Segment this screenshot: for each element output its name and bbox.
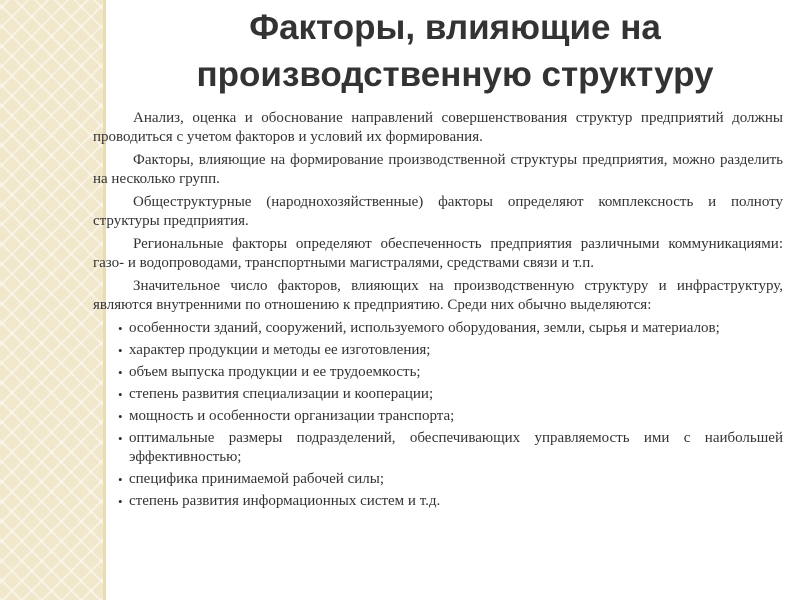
paragraph-3: Общеструктурные (народнохозяйственные) факторы определяют комплексность и полноту структуры предприятия. xyxy=(93,194,783,229)
bullet-icon: • xyxy=(118,431,123,446)
bullet-icon: • xyxy=(118,365,123,380)
paragraph-1: Анализ, оценка и обоснование направлений совершенствования структур предприятий должны проводиться с учетом факторов и условий их формирования. xyxy=(93,110,783,145)
list-item xyxy=(93,429,783,467)
slide-title xyxy=(130,4,780,98)
paragraph-4: Региональные факторы определяют обеспеченность предприятия различными коммуникациями: газо- и водопроводами, транспортными магистралями, средствами связи и т.п. xyxy=(93,236,783,271)
list-item xyxy=(93,385,783,404)
list-item xyxy=(93,319,783,338)
list-item xyxy=(93,492,783,511)
decorative-side-panel xyxy=(0,0,103,600)
list-item-text: объем выпуска продукции и ее трудоемкость; xyxy=(129,364,421,380)
list-item-text: характер продукции и методы ее изготовления; xyxy=(129,342,431,358)
bullet-icon: • xyxy=(118,409,123,424)
slide-body xyxy=(93,109,783,514)
internal-factors-list xyxy=(93,319,783,511)
paragraph-5: Значительное число факторов, влияющих на производственную структуру и инфраструктуру, являются внутренними по отношению к предприятию. Среди них обычно выделяются: xyxy=(93,278,783,313)
paragraph-2: Факторы, влияющие на формирование производственной структуры предприятия, можно разделить на несколько групп. xyxy=(93,152,783,187)
bullet-icon: • xyxy=(118,343,123,358)
list-item xyxy=(93,470,783,489)
list-item xyxy=(93,363,783,382)
bullet-icon: • xyxy=(118,494,123,509)
list-item-text: степень развития информационных систем и т.д. xyxy=(129,493,441,509)
slide-title-line-1: Факторы, влияющие на xyxy=(249,8,661,47)
list-item-text: мощность и особенности организации транспорта; xyxy=(129,408,455,424)
list-item-text: степень развития специализации и кооперации; xyxy=(129,386,434,402)
list-item xyxy=(93,407,783,426)
list-item-text: особенности зданий, сооружений, используемого оборудования, земли, сырья и материалов; xyxy=(129,320,720,336)
bullet-icon: • xyxy=(118,321,123,336)
slide-title-line-2: производственную структуру xyxy=(196,55,714,94)
list-item-text: специфика принимаемой рабочей силы; xyxy=(129,471,384,487)
bullet-icon: • xyxy=(118,387,123,402)
list-item xyxy=(93,341,783,360)
list-item-text: оптимальные размеры подразделений, обеспечивающих управляемость ими с наибольшей эффективностью; xyxy=(129,430,783,465)
bullet-icon: • xyxy=(118,472,123,487)
